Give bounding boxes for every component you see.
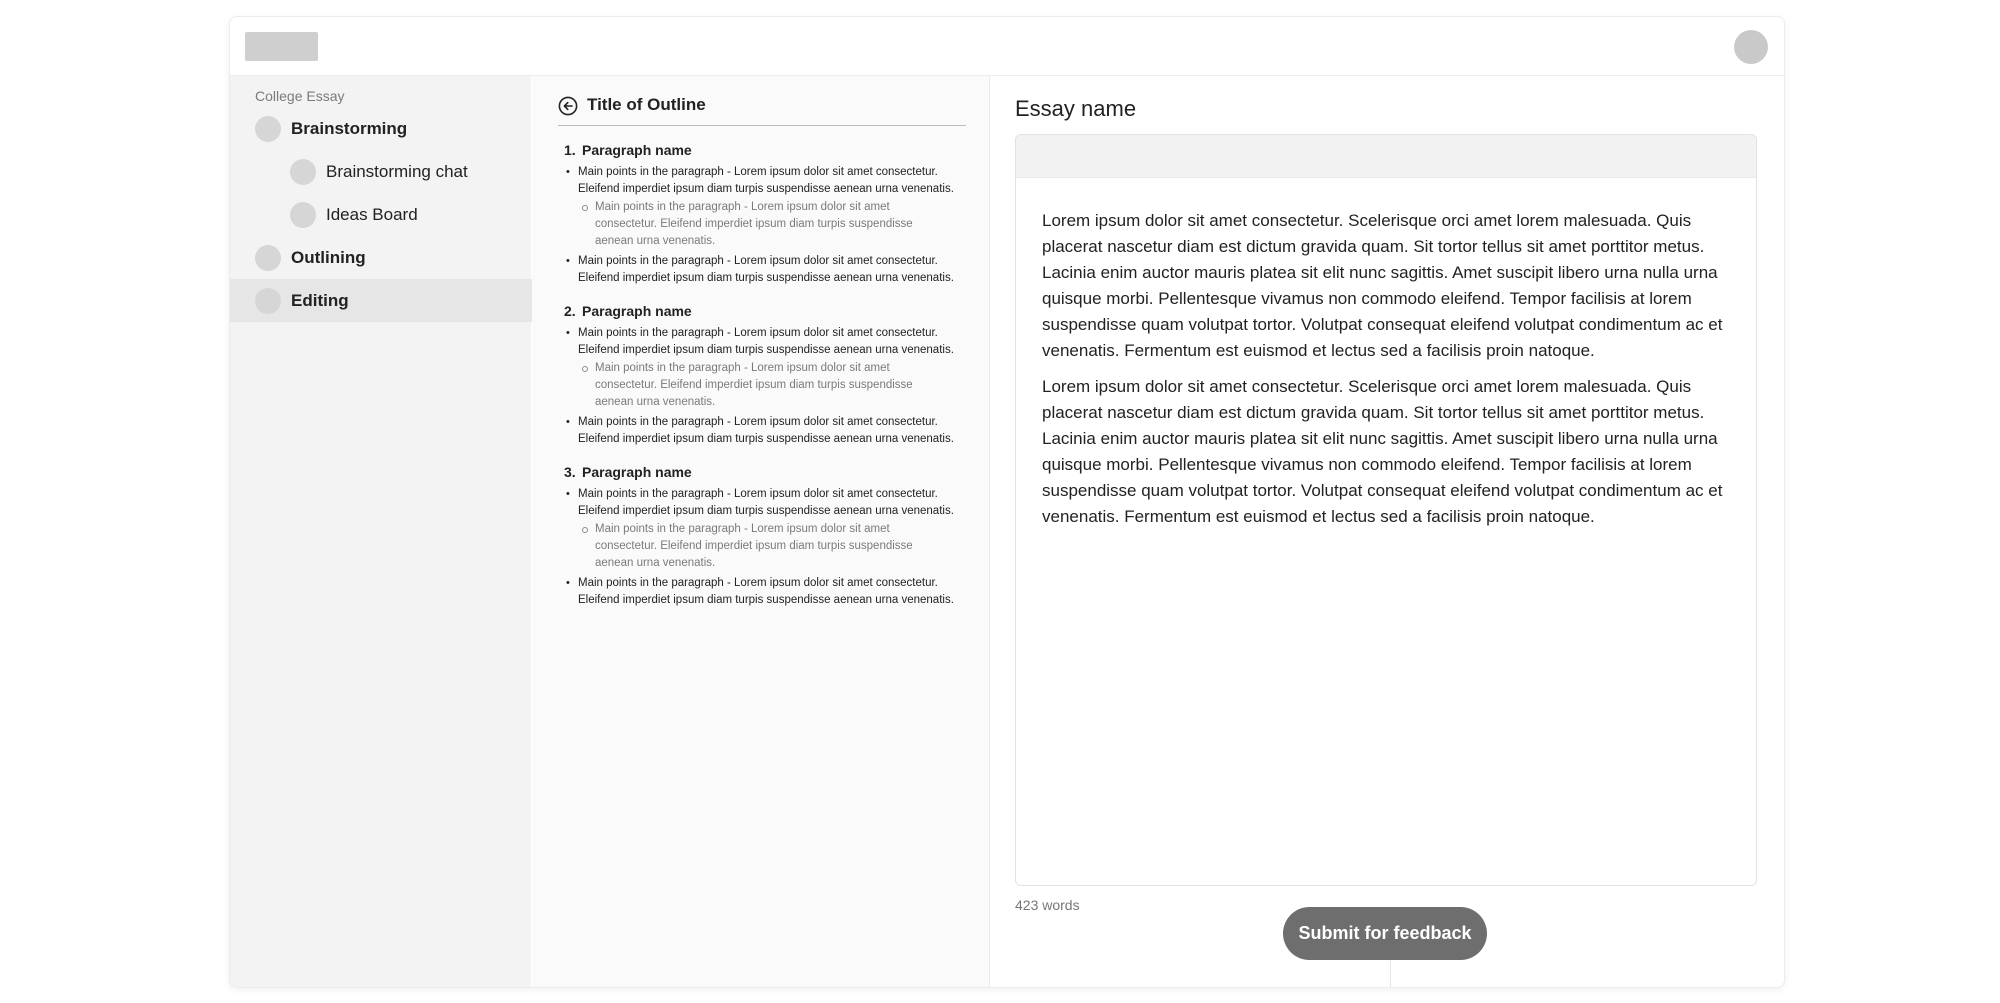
sidebar-item-outlining[interactable] <box>230 236 556 279</box>
essay-paragraph[interactable]: Lorem ipsum dolor sit amet consectetur. Scelerisque orci amet lorem malesuada. Quis placerat nascetur diam est dictum gravida quam. Sit tortor tellus sit amet porttitor metus. Lacinia enim auctor mauris platea sit elit nunc sagittis. Amet suscipit libero urna nulla urna quisque morbi. Pellentesque vivamus non commodo eleifend. Tempor facilisis at lorem suspendisse quam volutpat tortor. Volutpat consequat eleifend volutpat condimentum ac et venenatis. Fermentum est euismod et lectus sed a facilisis proin natoque. <box>1042 377 1723 526</box>
outline-point: • Main points in the paragraph - Lorem ipsum dolor sit amet consectetur. Eleifend imperdiet ipsum diam turpis suspendisse aenean urna venenatis. <box>564 164 969 198</box>
paragraph-heading <box>564 462 969 482</box>
logo-placeholder[interactable] <box>245 32 318 61</box>
outline-point: • Main points in the paragraph - Lorem ipsum dolor sit amet consectetur. Eleifend imperdiet ipsum diam turpis suspendisse aenean urna venenatis. <box>564 414 969 448</box>
top-bar <box>230 17 1784 76</box>
app-window <box>229 16 1785 988</box>
sidebar-item-label: Editing <box>291 290 349 310</box>
essay-text[interactable] <box>1016 178 1756 530</box>
paragraph-number: 1. <box>564 142 576 158</box>
paragraph-heading <box>564 301 969 321</box>
paragraph-name: Paragraph name <box>582 464 692 480</box>
essay-name[interactable]: Essay name <box>1015 96 1137 121</box>
sidebar-item-editing[interactable] <box>230 279 556 322</box>
editor-toolbar[interactable] <box>1016 135 1756 178</box>
paragraph-name: Paragraph name <box>582 142 692 158</box>
outline-paragraph <box>564 462 969 609</box>
user-avatar[interactable] <box>1734 30 1768 64</box>
sidebar-item-label: Ideas Board <box>326 204 418 224</box>
paragraph-number: 2. <box>564 303 576 319</box>
editor-pane <box>990 76 1784 987</box>
outline-paragraph <box>564 140 969 287</box>
sidebar-item-label: Brainstorming <box>291 118 408 138</box>
outline-point: • Main points in the paragraph - Lorem ipsum dolor sit amet consectetur. Eleifend imperdiet ipsum diam turpis suspendisse aenean urna venenatis. <box>564 575 969 609</box>
sidebar-item-label: Outlining <box>291 247 366 267</box>
sidebar-item-label: Brainstorming chat <box>326 161 468 181</box>
outline-subpoint: Main points in the paragraph - Lorem ipsum dolor sit amet consectetur. Eleifend imperdiet ipsum diam turpis suspendisse aenean urna venenatis. <box>564 360 935 411</box>
sidebar <box>230 76 531 987</box>
paragraph-name: Paragraph name <box>582 303 692 319</box>
essay-editor[interactable] <box>1015 134 1757 886</box>
step-dot-icon <box>255 288 281 314</box>
outline-list <box>564 140 969 623</box>
outline-point: • Main points in the paragraph - Lorem ipsum dolor sit amet consectetur. Eleifend imperdiet ipsum diam turpis suspendisse aenean urna venenatis. <box>564 486 969 520</box>
outline-point: • Main points in the paragraph - Lorem ipsum dolor sit amet consectetur. Eleifend imperdiet ipsum diam turpis suspendisse aenean urna venenatis. <box>564 325 969 359</box>
step-dot-icon <box>290 202 316 228</box>
outline-subpoint: Main points in the paragraph - Lorem ipsum dolor sit amet consectetur. Eleifend imperdiet ipsum diam turpis suspendisse aenean urna venenatis. <box>564 521 935 572</box>
step-dot-icon <box>290 159 316 185</box>
outline-header <box>558 94 966 126</box>
outline-panel <box>532 76 990 987</box>
word-count: 423 words <box>1015 897 1080 913</box>
outline-subpoint: Main points in the paragraph - Lorem ipsum dolor sit amet consectetur. Eleifend imperdiet ipsum diam turpis suspendisse aenean urna venenatis. <box>564 199 935 250</box>
sidebar-item-brainstorming[interactable] <box>230 107 556 150</box>
paragraph-number: 3. <box>564 464 576 480</box>
step-dot-icon <box>255 245 281 271</box>
essay-paragraph[interactable]: Lorem ipsum dolor sit amet consectetur. Scelerisque orci amet lorem malesuada. Quis placerat nascetur diam est dictum gravida quam. Sit tortor tellus sit amet porttitor metus. Lacinia enim auctor mauris platea sit elit nunc sagittis. Amet suscipit libero urna nulla urna quisque morbi. Pellentesque vivamus non commodo eleifend. Tempor facilisis at lorem suspendisse quam volutpat tortor. Volutpat consequat eleifend volutpat condimentum ac et venenatis. Fermentum est euismod et lectus sed a facilisis proin natoque. <box>1042 211 1723 360</box>
arrow-left-circle-icon[interactable] <box>558 96 578 116</box>
outline-paragraph <box>564 301 969 448</box>
outline-point: • Main points in the paragraph - Lorem ipsum dolor sit amet consectetur. Eleifend imperdiet ipsum diam turpis suspendisse aenean urna venenatis. <box>564 253 969 287</box>
outline-title: Title of Outline <box>587 95 706 114</box>
step-dot-icon <box>255 116 281 142</box>
submit-for-feedback-button[interactable]: Submit for feedback <box>1283 907 1487 960</box>
sidebar-section-label: College Essay <box>255 88 345 104</box>
paragraph-heading <box>564 140 969 160</box>
